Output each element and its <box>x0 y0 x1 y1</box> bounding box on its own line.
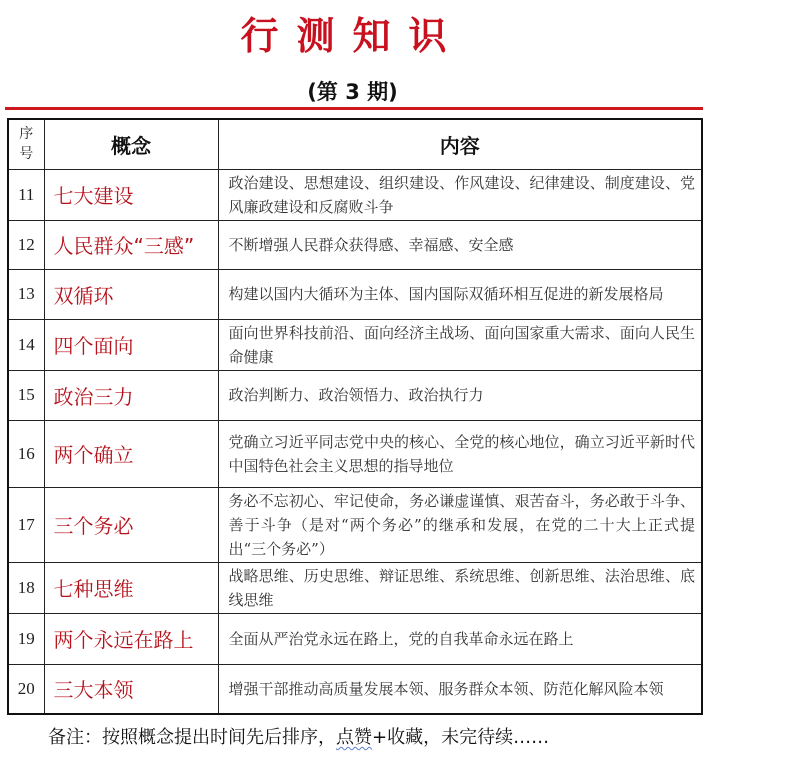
row-concept: 政治三力 <box>44 370 218 420</box>
row-number: 15 <box>8 370 44 420</box>
table-body <box>8 169 702 714</box>
page-title: 行测知识 <box>240 14 465 58</box>
row-concept: 四个面向 <box>44 319 218 370</box>
footnote-suffix: +收藏，未完待续…… <box>372 727 550 748</box>
row-concept: 两个确立 <box>44 420 218 487</box>
row-number: 12 <box>8 220 44 269</box>
table-row <box>8 562 702 613</box>
table-row <box>8 169 702 220</box>
table-row <box>8 613 702 664</box>
table-row <box>8 220 702 269</box>
table-row <box>8 664 702 714</box>
row-concept: 七大建设 <box>44 169 218 220</box>
header-content: 内容 <box>218 119 702 169</box>
row-content: 不断增强人民群众获得感、幸福感、安全感 <box>218 220 702 269</box>
row-content: 战略思维、历史思维、辩证思维、系统思维、创新思维、法治思维、底线思维 <box>218 562 702 613</box>
row-concept: 七种思维 <box>44 562 218 613</box>
footnote-prefix: 备注：按照概念提出时间先后排序， <box>48 727 336 748</box>
row-content: 面向世界科技前沿、面向经济主战场、面向国家重大需求、面向人民生命健康 <box>218 319 702 370</box>
row-content: 增强干部推动高质量发展本领、服务群众本领、防范化解风险本领 <box>218 664 702 714</box>
table-row <box>8 269 702 319</box>
row-number: 19 <box>8 613 44 664</box>
table-row <box>8 370 702 420</box>
row-content: 务必不忘初心、牢记使命，务必谦虚谨慎、艰苦奋斗，务必敢于斗争、善于斗争（是对“两个务必”的继承和发展，在党的二十大上正式提出“三个务必”） <box>218 487 702 562</box>
row-number: 13 <box>8 269 44 319</box>
footnote-like-text: 点赞 <box>336 727 372 748</box>
row-number: 11 <box>8 169 44 220</box>
row-content: 构建以国内大循环为主体、国内国际双循环相互促进的新发展格局 <box>218 269 702 319</box>
row-concept: 人民群众“三感” <box>44 220 218 269</box>
table-row <box>8 420 702 487</box>
row-content: 全面从严治党永远在路上，党的自我革命永远在路上 <box>218 613 702 664</box>
row-concept: 双循环 <box>44 269 218 319</box>
row-number: 14 <box>8 319 44 370</box>
header-number: 序号 <box>8 119 44 169</box>
concept-table <box>7 118 703 715</box>
row-content: 政治建设、思想建设、组织建设、作风建设、纪律建设、制度建设、党风廉政建设和反腐败斗争 <box>218 169 702 220</box>
row-number: 17 <box>8 487 44 562</box>
issue-subtitle: (第 3 期) <box>307 80 398 104</box>
table-row <box>8 319 702 370</box>
table-header-row <box>8 119 702 169</box>
row-number: 18 <box>8 562 44 613</box>
row-content: 党确立习近平同志党中央的核心、全党的核心地位，确立习近平新时代中国特色社会主义思想的指导地位 <box>218 420 702 487</box>
row-concept: 两个永远在路上 <box>44 613 218 664</box>
title-divider <box>5 107 703 110</box>
row-concept: 三大本领 <box>44 664 218 714</box>
table-row <box>8 487 702 562</box>
row-content: 政治判断力、政治领悟力、政治执行力 <box>218 370 702 420</box>
footnote <box>48 724 549 752</box>
header-concept: 概念 <box>44 119 218 169</box>
row-number: 20 <box>8 664 44 714</box>
row-number: 16 <box>8 420 44 487</box>
row-concept: 三个务必 <box>44 487 218 562</box>
